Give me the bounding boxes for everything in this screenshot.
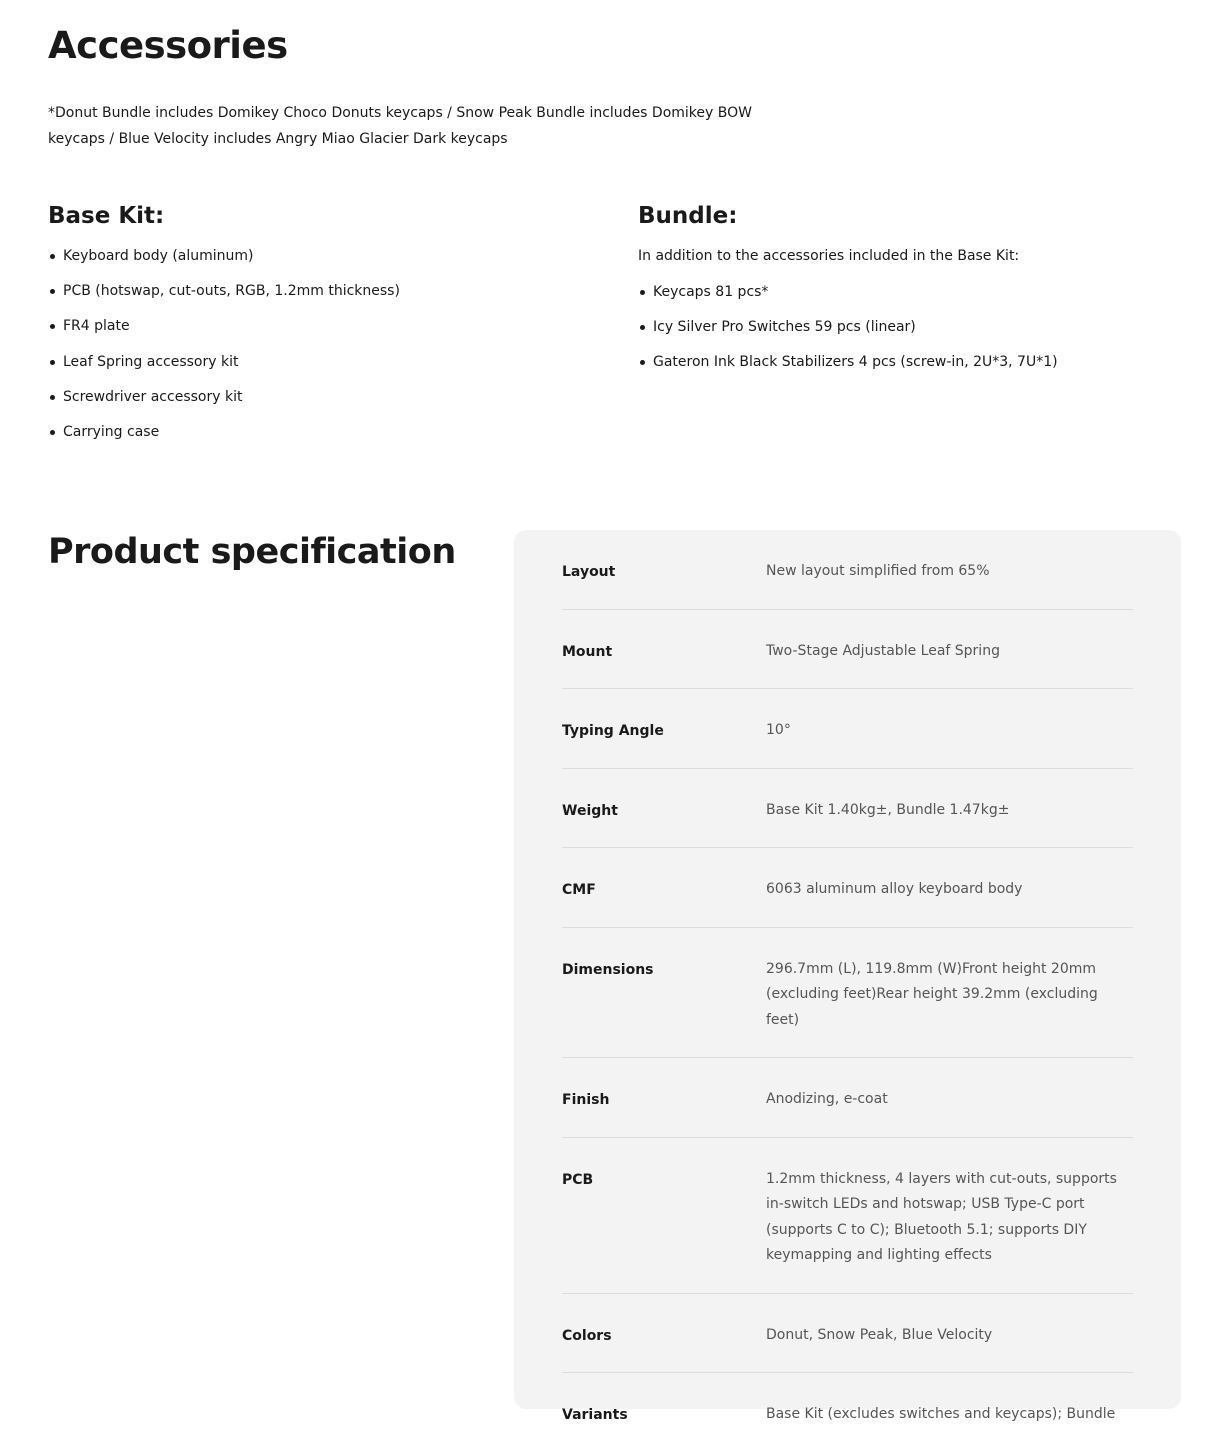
table-row [562,1373,1133,1447]
spec-table [514,530,1181,1423]
spec-value: 6063 aluminum alloy keyboard body [766,881,1023,897]
table-row [562,530,1133,610]
spec-value: 296.7mm (L), 119.8mm (W)Front height 20mm (excluding feet)Rear height 39.2mm (excluding feet) [766,960,1098,1028]
list-item: Keycaps 81 pcs* [638,282,1198,317]
spec-label: Variants [562,1407,628,1423]
list-item: Gateron Ink Black Stabilizers 4 pcs (screw-in, 2U*3, 7U*1) [638,352,1198,387]
list-item: Screwdriver accessory kit [48,387,608,422]
bundle-list [638,282,1198,388]
table-row [562,689,1133,769]
table-row [562,928,1133,1059]
accessories-note: *Donut Bundle includes Domikey Choco Donuts keycaps / Snow Peak Bundle includes Domikey BOW keycaps / Blue Velocity includes Angry Miao Glacier Dark keycaps [48,105,752,147]
table-row [562,1058,1133,1138]
base-kit-block [48,200,608,457]
list-item: Carrying case [48,422,608,457]
bundle-title: Bundle: [638,203,738,229]
accessories-title: Accessories [48,24,288,67]
spec-value: Anodizing, e-coat [766,1091,888,1107]
spec-value: Base Kit (excludes switches and keycaps); Bundle [766,1406,1116,1422]
spec-label: Mount [562,643,613,660]
list-item: Icy Silver Pro Switches 59 pcs (linear) [638,317,1198,352]
table-row [562,769,1133,849]
list-item: Keyboard body (aluminum) [48,246,608,281]
spec-label: Dimensions [562,961,654,978]
spec-label: Layout [562,564,616,580]
spec-label: Colors [562,1327,612,1344]
table-row [562,1294,1133,1374]
spec-label: PCB [562,1171,594,1188]
list-item: PCB (hotswap, cut-outs, RGB, 1.2mm thickness) [48,281,608,316]
spec-label: CMF [562,882,596,898]
table-row [562,1138,1133,1294]
spec-value: Two-Stage Adjustable Leaf Spring [766,642,1000,659]
spec-value: New layout simplified from 65% [766,563,990,579]
spec-value: Base Kit 1.40kg±, Bundle 1.47kg± [766,801,1010,818]
base-kit-list [48,246,608,457]
spec-label: Finish [562,1092,610,1108]
base-kit-title: Base Kit: [48,203,165,229]
list-item: Leaf Spring accessory kit [48,352,608,387]
spec-label: Weight [562,802,618,819]
bundle-intro: In addition to the accessories included in the Base Kit: [638,248,1020,264]
table-row [562,848,1133,928]
spec-value: Donut, Snow Peak, Blue Velocity [766,1326,993,1343]
bundle-block [638,200,1198,388]
spec-label: Typing Angle [562,723,664,739]
table-row [562,610,1133,690]
spec-title: Product specification [48,532,456,572]
spec-value: 1.2mm thickness, 4 layers with cut-outs, supports in-switch LEDs and hotswap; USB Type-C port (supports C to C); Bluetooth 5.1; supports DIY keymapping and lighting effects [766,1170,1117,1263]
spec-value: 10° [766,722,791,738]
list-item: FR4 plate [48,316,608,351]
